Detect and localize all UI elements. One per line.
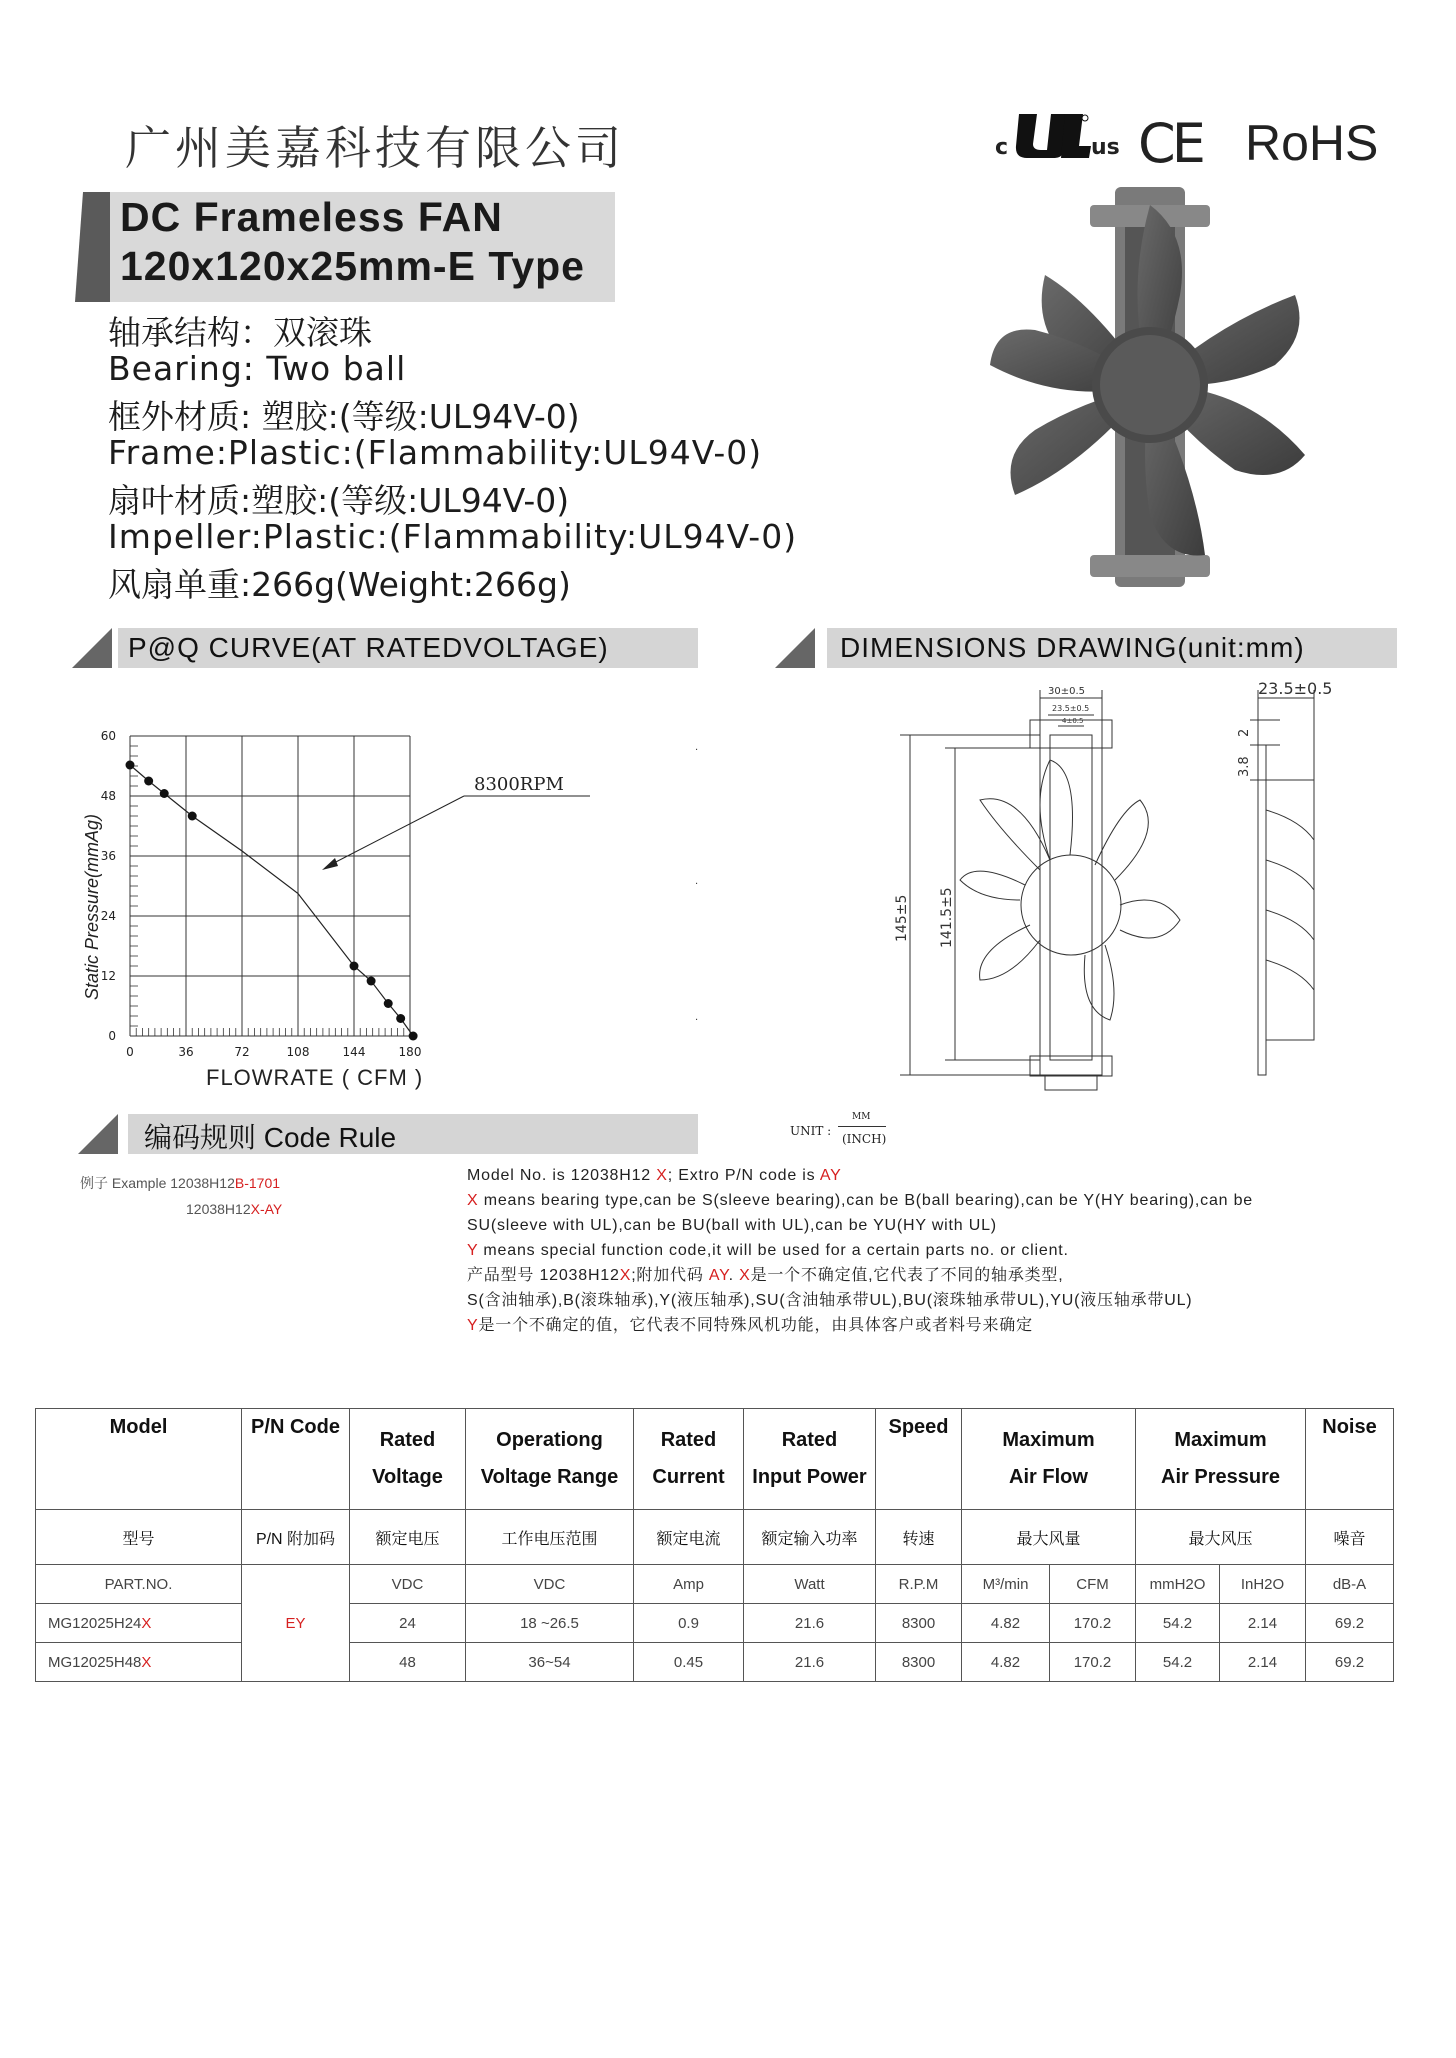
dim-inner-width: 23.5±0.5	[1052, 704, 1090, 713]
noise-cell: 69.2	[1306, 1643, 1394, 1682]
spec-impeller-cn: 扇叶材质:塑胶:(等级:UL94V-0)	[108, 481, 570, 520]
unit-m3min: M³/min	[962, 1565, 1050, 1604]
header-noise: Noise	[1306, 1409, 1394, 1510]
curve-point	[409, 1032, 418, 1041]
svg-text:.: .	[695, 876, 699, 887]
spec-table	[35, 1408, 1394, 1682]
unit-inch: (INCH)	[842, 1132, 887, 1146]
spec-weight: 风扇单重:266g(Weight:266g)	[108, 565, 571, 604]
y-tick-label: 24	[100, 909, 116, 923]
x-tick-label: 0	[126, 1045, 134, 1059]
unit-mmh2o: mmH2O	[1136, 1565, 1220, 1604]
voltage-cell: 48	[350, 1643, 466, 1682]
chart-annotation-rpm: 8300RPM	[474, 774, 564, 795]
cn-airflow: 最大风量	[962, 1510, 1136, 1565]
header-model: Model	[36, 1409, 242, 1510]
cn-voltage: 额定电压	[350, 1510, 466, 1565]
dim-tab-2: 2	[1237, 728, 1252, 737]
curve-point	[367, 977, 376, 986]
curve-point	[144, 777, 153, 786]
example-model-1: 12038H12	[170, 1175, 235, 1191]
table-cn-row	[36, 1510, 1394, 1565]
code-section-accent	[78, 1114, 118, 1154]
x-tick-label: 72	[234, 1045, 250, 1059]
ce-logo: CE	[1138, 112, 1202, 175]
dim-frame-width: 30±0.5	[1048, 686, 1086, 697]
unit-vdc-2: VDC	[466, 1565, 634, 1604]
unit-label-text: UNIT :	[790, 1124, 832, 1138]
rpm-cell: 8300	[876, 1604, 962, 1643]
header-rated-current: Rated Current	[634, 1409, 744, 1510]
ul-us-mark: us	[1091, 135, 1120, 160]
pq-section-title: P@Q CURVE(AT RATEDVOLTAGE)	[128, 632, 609, 663]
inh2o-cell: 2.14	[1220, 1604, 1306, 1643]
cfm-cell: 170.2	[1050, 1604, 1136, 1643]
model-cell: MG12025H48X	[36, 1643, 242, 1682]
table-header-row	[36, 1409, 1394, 1510]
ul-c-mark: c	[995, 135, 1009, 160]
voltage-cell: 24	[350, 1604, 466, 1643]
fan-product-photo	[975, 185, 1325, 590]
title-accent-shape	[75, 192, 110, 302]
mmh2o-cell: 54.2	[1136, 1604, 1220, 1643]
current-cell: 0.45	[634, 1643, 744, 1682]
dimensions-drawing	[880, 680, 1380, 1100]
example-suffix-1: B-1701	[234, 1175, 281, 1191]
x-tick-label: 180	[398, 1045, 422, 1059]
header-rated-voltage: Rated Voltage	[350, 1409, 466, 1510]
table-row	[36, 1643, 1394, 1682]
y-tick-label: 60	[100, 729, 116, 743]
pq-curve-line	[130, 765, 413, 1036]
pq-section-accent	[72, 628, 112, 668]
cn-noise: 噪音	[1306, 1510, 1394, 1565]
range-cell: 36~54	[466, 1643, 634, 1682]
cn-pn: P/N 附加码	[242, 1510, 350, 1565]
power-cell: 21.6	[744, 1604, 876, 1643]
inh2o-cell: 2.14	[1220, 1643, 1306, 1682]
cn-speed: 转速	[876, 1510, 962, 1565]
range-cell: 18 ~26.5	[466, 1604, 634, 1643]
chart-grid	[130, 736, 410, 1036]
ul-logo	[1013, 110, 1091, 160]
table-row	[36, 1604, 1394, 1643]
unit-rpm: R.P.M	[876, 1565, 962, 1604]
power-cell: 21.6	[744, 1643, 876, 1682]
m3-cell: 4.82	[962, 1643, 1050, 1682]
svg-text:.: .	[695, 1012, 699, 1023]
dim-section-accent	[775, 628, 815, 668]
pn-code-cell	[242, 1565, 350, 1682]
unit-mm: MM	[852, 1112, 871, 1122]
cfm-cell: 170.2	[1050, 1643, 1136, 1682]
company-name: 广州美嘉科技有限公司	[125, 121, 625, 175]
header-max-pressure: Maximum Air Pressure	[1136, 1409, 1306, 1510]
spec-impeller-en: Impeller:Plastic:(Flammability:UL94V-0)	[108, 517, 798, 556]
unit-amp: Amp	[634, 1565, 744, 1604]
dim-height-outer: 145±5	[894, 894, 910, 942]
y-tick-label: 36	[100, 849, 116, 863]
curve-point	[384, 999, 393, 1008]
dim-depth: 23.5±0.5	[1258, 680, 1333, 698]
dim-height-inner: 141.5±5	[939, 887, 955, 948]
annotation-arrowhead	[322, 858, 338, 870]
cn-model: 型号	[36, 1510, 242, 1565]
header-speed: Speed	[876, 1409, 962, 1510]
chart-xlabel: FLOWRATE ( CFM )	[206, 1065, 424, 1090]
unit-dba: dB-A	[1306, 1565, 1394, 1604]
m3-cell: 4.82	[962, 1604, 1050, 1643]
dim-slot-width: 4±0.5	[1062, 717, 1084, 725]
code-section-title: 编码规则 Code Rule	[144, 1122, 397, 1153]
unit-watt: Watt	[744, 1565, 876, 1604]
unit-legend	[790, 1112, 910, 1152]
header-pn-code: P/N Code	[242, 1409, 350, 1510]
rohs-logo: RoHS	[1245, 115, 1379, 171]
pq-curve-markers	[126, 761, 418, 1041]
example-label: 例子 Example	[80, 1175, 171, 1191]
mmh2o-cell: 54.2	[1136, 1643, 1220, 1682]
header-rated-power: Rated Input Power	[744, 1409, 876, 1510]
spec-frame-en: Frame:Plastic:(Flammability:UL94V-0)	[108, 433, 763, 472]
rpm-cell: 8300	[876, 1643, 962, 1682]
curve-point	[350, 962, 359, 971]
code-rule-text: Model No. is 12038H12 X; Extro P/N code is AY X means bearing type,can be S(sleeve bearing),can be B(ball bearing),can be Y(HY bearing),can be SU(sleeve with UL),can be BU(ball with UL),can be YU(HY with UL) Y means special function code,it will be used for a certain parts no. or client. 产品型号 12038H12X;附加代码 AY. X是一个不确定值,它代表了不同的轴承类型, S(含油轴承),B(滚珠轴承),Y(液压轴承),SU(含油轴承带UL),BU(滚珠轴承带UL),YU(液压轴承带UL) Y是一个不确定的值，它代表不同特殊风机功能，由具体客户或者料号来确定	[467, 1167, 1253, 1334]
unit-inh2o: InH2O	[1220, 1565, 1306, 1604]
example-suffix-2: X-AY	[250, 1201, 283, 1217]
pq-curve-chart	[60, 680, 700, 1100]
annotation-leader	[330, 796, 464, 865]
cn-pressure: 最大风压	[1136, 1510, 1306, 1565]
table-unit-row	[36, 1565, 1394, 1604]
x-tick-label: 108	[286, 1045, 310, 1059]
cn-power: 额定输入功率	[744, 1510, 876, 1565]
unit-partno: PART.NO.	[36, 1565, 242, 1604]
x-tick-label: 144	[342, 1045, 366, 1059]
curve-point	[188, 812, 197, 821]
dim-section-title: DIMENSIONS DRAWING(unit:mm)	[840, 632, 1305, 663]
spec-frame-cn: 框外材质: 塑胶:(等级:UL94V-0)	[108, 397, 580, 436]
certification-logos	[995, 110, 1379, 175]
chart-ylabel: Static Pressure(mmAg)	[82, 813, 102, 1000]
cn-current: 额定电流	[634, 1510, 744, 1565]
unit-cfm: CFM	[1050, 1565, 1136, 1604]
pn-code-value: EY	[285, 1614, 306, 1632]
product-title-line2: 120x120x25mm-E Type	[120, 243, 585, 289]
spec-bearing-en: Bearing: Two ball	[108, 349, 407, 388]
cn-range: 工作电压范围	[466, 1510, 634, 1565]
curve-point	[160, 789, 169, 798]
spec-bearing-cn: 轴承结构：双滚珠	[108, 313, 372, 352]
current-cell: 0.9	[634, 1604, 744, 1643]
svg-text:.: .	[695, 742, 699, 753]
product-title-line1: DC Frameless FAN	[120, 194, 503, 240]
y-tick-label: 48	[100, 789, 116, 803]
y-tick-label: 0	[108, 1029, 116, 1043]
dim-tab-3-8: 3.8	[1237, 756, 1252, 777]
code-example	[80, 1170, 282, 1222]
unit-vdc-1: VDC	[350, 1565, 466, 1604]
y-tick-label: 12	[100, 969, 116, 983]
example-model-2: 12038H12	[186, 1201, 251, 1217]
curve-point	[126, 761, 135, 770]
header-max-airflow: Maximum Air Flow	[962, 1409, 1136, 1510]
noise-cell: 69.2	[1306, 1604, 1394, 1643]
header-voltage-range: Operationg Voltage Range	[466, 1409, 634, 1510]
curve-point	[396, 1014, 405, 1023]
model-cell: MG12025H24X	[36, 1604, 242, 1643]
x-tick-label: 36	[178, 1045, 194, 1059]
